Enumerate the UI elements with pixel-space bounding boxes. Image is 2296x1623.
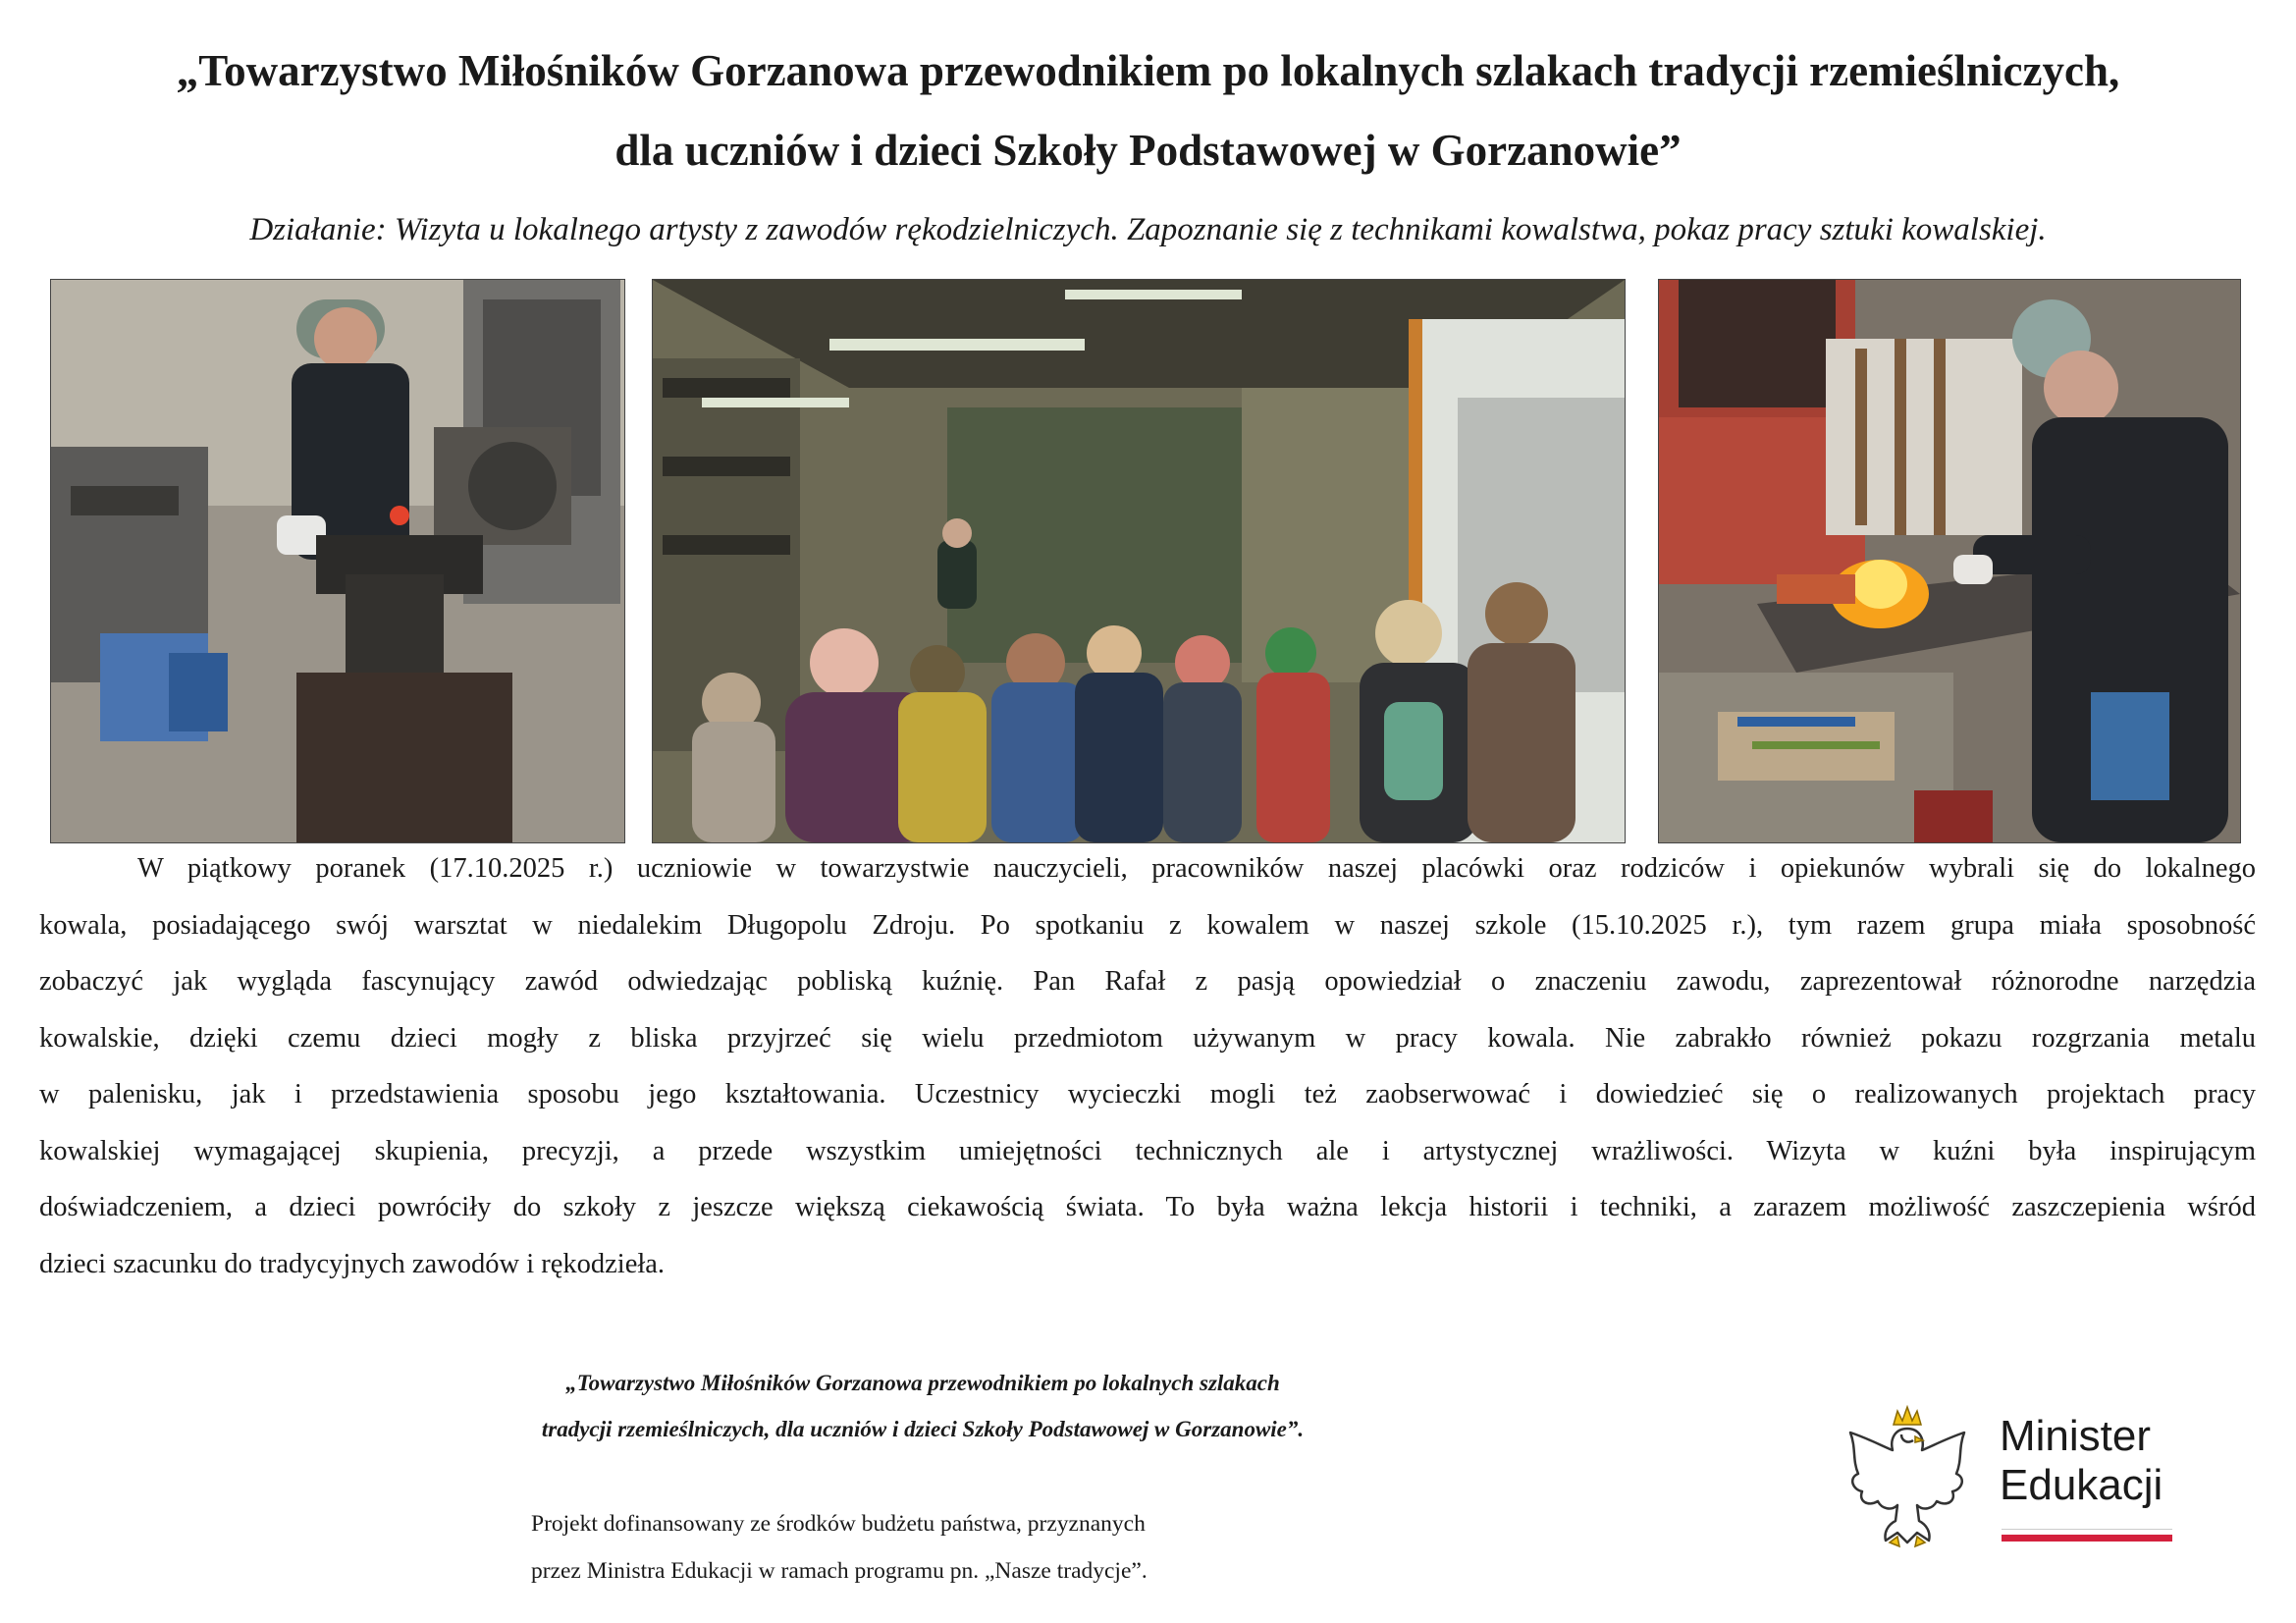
- body-line: kowala, posiadającego swój warsztat w niedalekim Długopolu Zdroju. Po spotkaniu z kowalem w naszej szkole (15.10.2025 r.), tym razem grupa miała sposobność: [39, 909, 2256, 941]
- funding-note-line-1: Projekt dofinansowany ze środków budżetu państwa, przyznanych: [531, 1511, 1146, 1537]
- report-body-text: [39, 840, 2256, 1292]
- body-line: kowalskiej wymagającej skupienia, precyzji, a przede wszystkim umiejętności technicznych ale i artystycznej wrażliwości. Wizyta w kuźni była inspirującym: [39, 1135, 2256, 1166]
- footer-project-title-line-1: „Towarzystwo Miłośników Gorzanowa przewodnikiem po lokalnych szlakach: [565, 1371, 1280, 1395]
- logo-text-edukacji: Edukacji: [2000, 1461, 2163, 1509]
- document-title-line-2: dla uczniów i dzieci Szkoły Podstawowej w Gorzanowie”: [614, 126, 1682, 175]
- body-line: zobaczyć jak wygląda fascynujący zawód odwiedzając pobliską kuźnię. Pan Rafał z pasją opowiedział o znaczeniu zawodu, zaprezentował różnorodne narzędzia: [39, 966, 2256, 997]
- photo-blacksmith-forge: [1658, 279, 2241, 843]
- body-line: W piątkowy poranek (17.10.2025 r.) uczniowie w towarzystwie nauczycieli, pracowników naszej placówki oraz rodziców i opiekunów wybrali się do lokalnego: [137, 853, 2256, 884]
- minister-edukacji-logo: [1839, 1399, 2182, 1556]
- body-line: kowalskie, dzięki czemu dzieci mogły z bliska przyjrzeć się wielu przedmiotom używanym w pracy kowala. Nie zabrakło również pokazu rozgrzania metalu: [39, 1022, 2256, 1054]
- logo-text-minister: Minister: [2000, 1412, 2152, 1460]
- body-line: doświadczeniem, a dzieci powróciły do szkoły z jeszcze większą ciekawością świata. To była ważna lekcja historii i techniki, a zarazem możliwość zaszczepienia wśród: [39, 1192, 2256, 1222]
- body-line: dzieci szacunku do tradycyjnych zawodów i rękodzieła.: [39, 1248, 666, 1279]
- photo-children-smithy: [652, 279, 1626, 843]
- photo-blacksmith-anvil: [50, 279, 625, 843]
- body-line: w palenisku, jak i przedstawienia sposobu jego kształtowania. Uczestnicy wycieczki mogli też zaobserwować i dowiedzieć się o realizowanych projektach pracy: [39, 1079, 2256, 1109]
- document-title-line-1: „Towarzystwo Miłośników Gorzanowa przewodnikiem po lokalnych szlakach tradycji rzemieślniczych,: [176, 46, 2120, 95]
- polish-flag-stripe: [2002, 1529, 2172, 1541]
- footer-project-title-line-2: tradycji rzemieślniczych, dla uczniów i dzieci Szkoły Podstawowej w Gorzanowie”.: [541, 1417, 1305, 1441]
- funding-note-line-2: przez Ministra Edukacji w ramach programu pn. „Nasze tradycje”.: [531, 1558, 1148, 1584]
- activity-subtitle: Działanie: Wizyta u lokalnego artysty z zawodów rękodzielniczych. Zapoznanie się z technikami kowalstwa, pokaz pracy sztuki kowalskiej.: [249, 212, 2047, 247]
- white-eagle-icon: [1839, 1399, 1976, 1551]
